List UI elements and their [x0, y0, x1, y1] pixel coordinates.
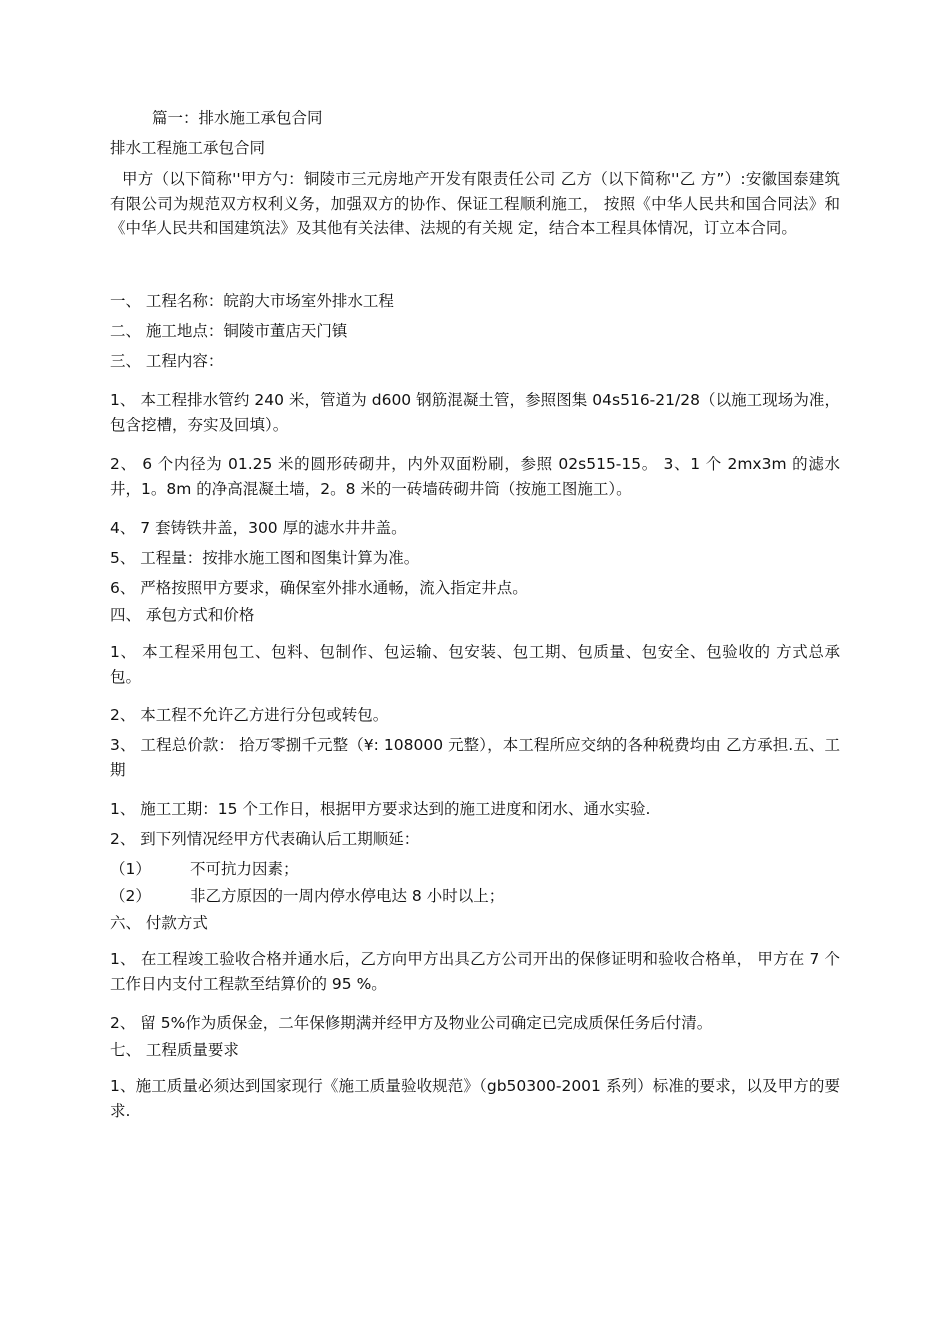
- section-2-site: 二、 施工地点：铜陵市董店天门镇: [110, 322, 348, 340]
- doc-title: 排水工程施工承包合同: [110, 139, 266, 157]
- section-5-item-2: 2、 到下列情况经甲方代表确认后工期顺延：: [110, 830, 420, 848]
- doc-heading: 篇一：排水施工承包合同: [152, 109, 323, 127]
- subitem-number: （1）: [110, 860, 151, 878]
- section-5-subitem-1: [110, 857, 840, 881]
- section-6-item-1: 1、 在工程竣工验收合格并通水后，乙方向甲方出具乙方公司开出的保修证明和验收合格单， 甲方在 7 个工作日内支付工程款至结算价的 95 %。: [110, 950, 840, 993]
- section-3-item-2-3: 2、 6 个内径为 01.25 米的圆形砖砌井，内外双面粉刷，参照 02s515-15。 3、1 个 2mx3m 的滤水井，1。8m 的净高混凝土墙，2。8 米的一砖墙砖砌井筒（按施工图施工）。: [110, 455, 840, 498]
- section-7-item-1: 1、施工质量必须达到国家现行《施工质量验收规范》（gb50300-2001 系列）标准的要求，以及甲方的要求.: [110, 1077, 840, 1120]
- preamble-paragraph: 甲方（以下简称''甲方勺：铜陵市三元房地产开发有限责任公司 乙方（以下简称''乙 方”）:安徽国泰建筑有限公司为规范双方权利义务，加强双方的协作、保证工程顺利施工， 按照《中华人民共和国合同法》和《中华人民共和国建筑法》及其他有关法律、法规的有关规 定，结合本工程具体情况，订立本合同。: [110, 170, 840, 237]
- section-3-item-1: 1、 本工程排水管约 240 米，管道为 d600 钢筋混凝土管，参照图集 04s516-21/28（以施工现场为准，包含挖槽，夯实及回填）。: [110, 391, 840, 434]
- section-3-item-4: 4、 7 套铸铁井盖，300 厚的滤水井井盖。: [110, 519, 407, 537]
- section-3-item-5: 5、 工程量：按排水施工图和图集计算为准。: [110, 549, 420, 567]
- section-5-item-1: 1、 施工工期：15 个工作日，根据甲方要求达到的施工进度和闭水、通水实验.: [110, 800, 651, 818]
- subitem-text: 不可抗力因素；: [190, 860, 299, 878]
- section-7-heading: 七、 工程质量要求: [110, 1041, 239, 1059]
- section-3-item-6: 6、 严格按照甲方要求，确保室外排水通畅，流入指定井点。: [110, 579, 528, 597]
- section-4-item-2: 2、 本工程不允许乙方进行分包或转包。: [110, 706, 389, 724]
- section-4-item-3: 3、 工程总价款： 拾万零捌千元整（¥: 108000 元整），本工程所应交纳的各种税费均由 乙方承担.五、工期: [110, 736, 840, 779]
- section-6-item-2: 2、 留 5%作为质保金，二年保修期满并经甲方及物业公司确定已完成质保任务后付清。: [110, 1014, 713, 1032]
- section-4-heading: 四、 承包方式和价格: [110, 606, 255, 624]
- subitem-number: （2）: [110, 887, 151, 905]
- subitem-text: 非乙方原因的一周内停水停电达 8 小时以上；: [190, 887, 505, 905]
- section-4-item-1: 1、 本工程采用包工、包料、包制作、包运输、包安装、包工期、包质量、包安全、包验收的 方式总承包。: [110, 643, 840, 686]
- section-3-content-heading: 三、 工程内容：: [110, 352, 224, 370]
- section-6-heading: 六、 付款方式: [110, 914, 208, 932]
- section-5-subitem-2: [110, 884, 840, 908]
- section-1-project-name: 一、 工程名称：皖韵大市场室外排水工程: [110, 292, 394, 310]
